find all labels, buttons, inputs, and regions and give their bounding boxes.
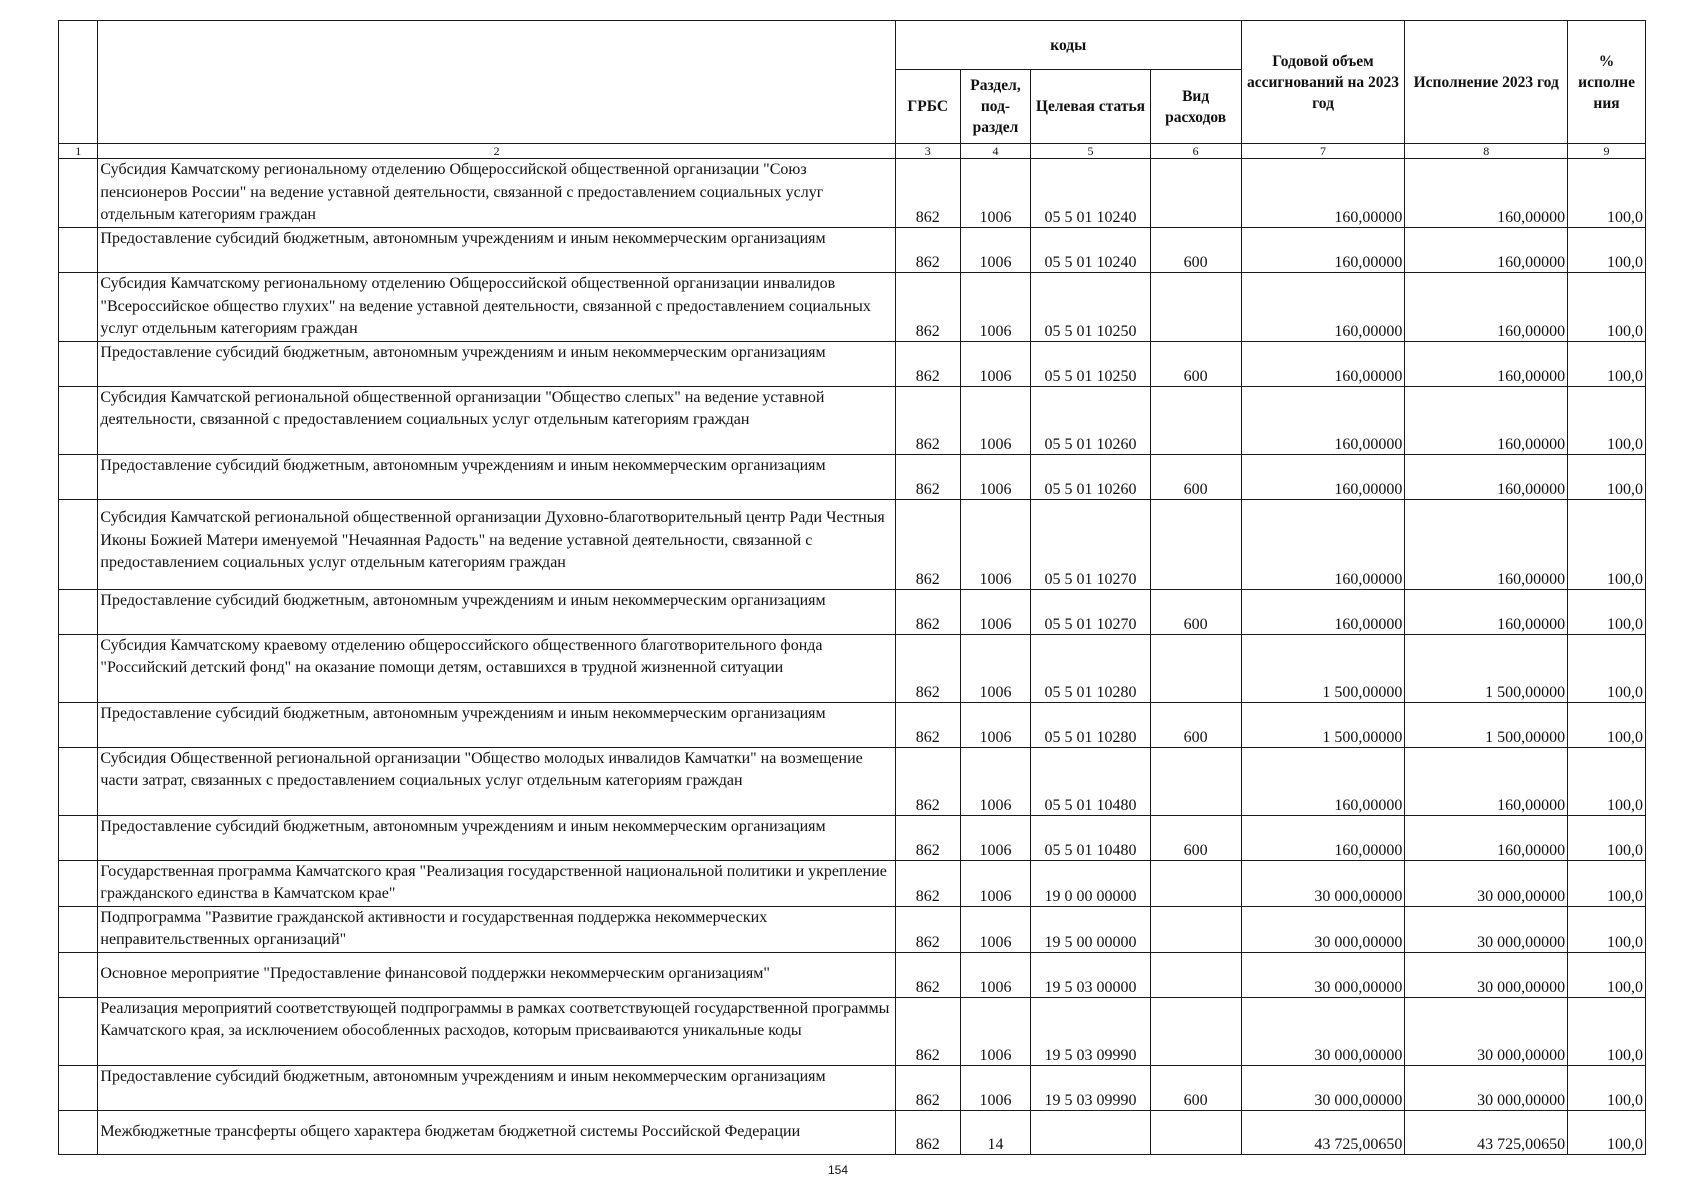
target-cell: 05 5 01 10480 (1031, 815, 1150, 860)
table-row (59, 228, 1646, 273)
execution-cell: 160,00000 (1405, 386, 1568, 454)
header-percent: % исполне ния (1568, 21, 1646, 144)
description-cell: Государственная программа Камчатского края "Реализация государственной национальной политики и укрепление гражданского единства в Камчатском крае" (98, 860, 896, 906)
target-cell: 19 5 03 09990 (1031, 997, 1150, 1065)
execution-cell: 160,00000 (1405, 228, 1568, 273)
header-section: Раздел, под-раздел (960, 70, 1031, 144)
percent-cell: 100,0 (1568, 997, 1646, 1065)
row-index-cell (59, 1065, 98, 1110)
grbs-cell: 862 (895, 1110, 960, 1154)
grbs-cell: 862 (895, 997, 960, 1065)
page-number: 154 (828, 1163, 849, 1177)
annual-cell: 160,00000 (1241, 228, 1405, 273)
target-cell (1031, 1110, 1150, 1154)
section-cell: 1006 (960, 702, 1031, 747)
type-cell: 600 (1150, 702, 1241, 747)
target-cell: 05 5 01 10250 (1031, 341, 1150, 386)
description-cell: Субсидия Камчатской региональной общественной организации Духовно-благотворительный центр Ради Честныя Иконы Божией Матери именуемой "Нечаянная Радость" на ведение уставной деятельности, связанной с предоставлением социальных услуг отдельным категориям граждан (98, 499, 896, 589)
col-num: 5 (1031, 144, 1150, 159)
target-cell: 19 5 03 00000 (1031, 952, 1150, 997)
description-cell: Предоставление субсидий бюджетным, автономным учреждениям и иным некоммерческим организациям (98, 454, 896, 499)
row-index-cell (59, 702, 98, 747)
annual-cell: 1 500,00000 (1241, 634, 1405, 702)
section-cell: 1006 (960, 228, 1031, 273)
grbs-cell: 862 (895, 860, 960, 906)
annual-cell: 30 000,00000 (1241, 860, 1405, 906)
annual-cell: 160,00000 (1241, 815, 1405, 860)
header-type: Вид расходов (1150, 70, 1241, 144)
target-cell: 05 5 01 10260 (1031, 454, 1150, 499)
section-cell: 1006 (960, 386, 1031, 454)
percent-cell: 100,0 (1568, 159, 1646, 228)
table-row (59, 906, 1646, 952)
execution-cell: 30 000,00000 (1405, 860, 1568, 906)
description-cell: Подпрограмма "Развитие гражданской активности и государственная поддержка некоммерческих неправительственных организаций" (98, 906, 896, 952)
section-cell: 1006 (960, 341, 1031, 386)
annual-cell: 1 500,00000 (1241, 702, 1405, 747)
table-row (59, 589, 1646, 634)
section-cell: 1006 (960, 747, 1031, 815)
annual-cell: 160,00000 (1241, 454, 1405, 499)
section-cell: 1006 (960, 906, 1031, 952)
grbs-cell: 862 (895, 747, 960, 815)
section-cell: 1006 (960, 499, 1031, 589)
percent-cell: 100,0 (1568, 454, 1646, 499)
table-row (59, 747, 1646, 815)
type-cell (1150, 952, 1241, 997)
percent-cell: 100,0 (1568, 386, 1646, 454)
annual-cell: 30 000,00000 (1241, 906, 1405, 952)
header-target: Целевая статья (1031, 70, 1150, 144)
target-cell: 19 5 00 00000 (1031, 906, 1150, 952)
table-row (59, 386, 1646, 454)
grbs-cell: 862 (895, 228, 960, 273)
annual-cell: 43 725,00650 (1241, 1110, 1405, 1154)
annual-cell: 160,00000 (1241, 499, 1405, 589)
header-empty-1 (59, 21, 98, 144)
table-row (59, 1110, 1646, 1154)
execution-cell: 160,00000 (1405, 499, 1568, 589)
grbs-cell: 862 (895, 1065, 960, 1110)
table-row (59, 702, 1646, 747)
row-index-cell (59, 747, 98, 815)
grbs-cell: 862 (895, 952, 960, 997)
row-index-cell (59, 273, 98, 342)
type-cell: 600 (1150, 228, 1241, 273)
row-index-cell (59, 906, 98, 952)
header-empty-2 (98, 21, 896, 144)
row-index-cell (59, 589, 98, 634)
row-index-cell (59, 997, 98, 1065)
execution-cell: 160,00000 (1405, 159, 1568, 228)
header-grbs: ГРБС (895, 70, 960, 144)
row-index-cell (59, 228, 98, 273)
execution-cell: 160,00000 (1405, 815, 1568, 860)
description-cell: Межбюджетные трансферты общего характера бюджетам бюджетной системы Российской Федерации (98, 1110, 896, 1154)
type-cell: 600 (1150, 454, 1241, 499)
percent-cell: 100,0 (1568, 906, 1646, 952)
row-index-cell (59, 341, 98, 386)
type-cell (1150, 860, 1241, 906)
percent-cell: 100,0 (1568, 341, 1646, 386)
percent-cell: 100,0 (1568, 634, 1646, 702)
table-row (59, 952, 1646, 997)
type-cell: 600 (1150, 815, 1241, 860)
type-cell (1150, 1110, 1241, 1154)
section-cell: 1006 (960, 1065, 1031, 1110)
target-cell: 05 5 01 10240 (1031, 228, 1150, 273)
col-num: 1 (59, 144, 98, 159)
percent-cell: 100,0 (1568, 952, 1646, 997)
row-index-cell (59, 634, 98, 702)
section-cell: 1006 (960, 454, 1031, 499)
header-execution: Исполнение 2023 год (1405, 21, 1568, 144)
col-num: 3 (895, 144, 960, 159)
type-cell (1150, 634, 1241, 702)
target-cell: 05 5 01 10260 (1031, 386, 1150, 454)
annual-cell: 160,00000 (1241, 341, 1405, 386)
percent-cell: 100,0 (1568, 815, 1646, 860)
execution-cell: 1 500,00000 (1405, 634, 1568, 702)
grbs-cell: 862 (895, 589, 960, 634)
type-cell (1150, 997, 1241, 1065)
target-cell: 05 5 01 10240 (1031, 159, 1150, 228)
row-index-cell (59, 1110, 98, 1154)
section-cell: 14 (960, 1110, 1031, 1154)
execution-cell: 43 725,00650 (1405, 1110, 1568, 1154)
target-cell: 05 5 01 10480 (1031, 747, 1150, 815)
description-cell: Субсидия Общественной региональной организации "Общество молодых инвалидов Камчатки" на возмещение части затрат, связанных с предоставлением социальных услуг отдельным категориям граждан (98, 747, 896, 815)
col-num: 8 (1405, 144, 1568, 159)
annual-cell: 160,00000 (1241, 159, 1405, 228)
col-num: 9 (1568, 144, 1646, 159)
section-cell: 1006 (960, 815, 1031, 860)
percent-cell: 100,0 (1568, 273, 1646, 342)
grbs-cell: 862 (895, 273, 960, 342)
table-row (59, 815, 1646, 860)
description-cell: Субсидия Камчатскому краевому отделению общероссийского общественного благотворительного фонда "Российский детский фонд" на оказание помощи детям, оставшихся в трудной жизненной ситуации (98, 634, 896, 702)
target-cell: 05 5 01 10270 (1031, 499, 1150, 589)
row-index-cell (59, 386, 98, 454)
col-num: 7 (1241, 144, 1405, 159)
table-row (59, 341, 1646, 386)
col-num: 4 (960, 144, 1031, 159)
section-cell: 1006 (960, 952, 1031, 997)
grbs-cell: 862 (895, 386, 960, 454)
description-cell: Предоставление субсидий бюджетным, автономным учреждениям и иным некоммерческим организациям (98, 1065, 896, 1110)
description-cell: Предоставление субсидий бюджетным, автономным учреждениям и иным некоммерческим организациям (98, 815, 896, 860)
target-cell: 05 5 01 10280 (1031, 702, 1150, 747)
section-cell: 1006 (960, 159, 1031, 228)
col-num: 2 (98, 144, 896, 159)
description-cell: Реализация мероприятий соответствующей подпрограммы в рамках соответствующей государственной программы Камчатского края, за исключением обособленных расходов, которым присваиваются уникальные коды (98, 997, 896, 1065)
grbs-cell: 862 (895, 815, 960, 860)
percent-cell: 100,0 (1568, 860, 1646, 906)
table-row (59, 159, 1646, 228)
header-annual: Годовой объем ассигнований на 2023 год (1241, 21, 1405, 144)
row-index-cell (59, 815, 98, 860)
table-row (59, 634, 1646, 702)
header-codes: коды (895, 21, 1241, 70)
target-cell: 05 5 01 10250 (1031, 273, 1150, 342)
grbs-cell: 862 (895, 159, 960, 228)
target-cell: 19 0 00 00000 (1031, 860, 1150, 906)
section-cell: 1006 (960, 997, 1031, 1065)
type-cell (1150, 386, 1241, 454)
description-cell: Предоставление субсидий бюджетным, автономным учреждениям и иным некоммерческим организациям (98, 228, 896, 273)
execution-cell: 160,00000 (1405, 341, 1568, 386)
percent-cell: 100,0 (1568, 1065, 1646, 1110)
annual-cell: 30 000,00000 (1241, 952, 1405, 997)
execution-cell: 160,00000 (1405, 273, 1568, 342)
execution-cell: 160,00000 (1405, 747, 1568, 815)
description-cell: Предоставление субсидий бюджетным, автономным учреждениям и иным некоммерческим организациям (98, 341, 896, 386)
annual-cell: 30 000,00000 (1241, 997, 1405, 1065)
annual-cell: 160,00000 (1241, 386, 1405, 454)
table-row (59, 454, 1646, 499)
percent-cell: 100,0 (1568, 499, 1646, 589)
percent-cell: 100,0 (1568, 589, 1646, 634)
grbs-cell: 862 (895, 454, 960, 499)
execution-cell: 30 000,00000 (1405, 1065, 1568, 1110)
table-row (59, 499, 1646, 589)
budget-execution-table (58, 20, 1646, 1155)
execution-cell: 30 000,00000 (1405, 952, 1568, 997)
percent-cell: 100,0 (1568, 1110, 1646, 1154)
execution-cell: 30 000,00000 (1405, 997, 1568, 1065)
percent-cell: 100,0 (1568, 228, 1646, 273)
annual-cell: 30 000,00000 (1241, 1065, 1405, 1110)
annual-cell: 160,00000 (1241, 589, 1405, 634)
execution-cell: 1 500,00000 (1405, 702, 1568, 747)
description-cell: Предоставление субсидий бюджетным, автономным учреждениям и иным некоммерческим организациям (98, 702, 896, 747)
description-cell: Субсидия Камчатскому региональному отделению Общероссийской общественной организации инвалидов "Всероссийское общество глухих" на ведение уставной деятельности, связанной с предоставлением социальных услуг отдельным категориям граждан (98, 273, 896, 342)
grbs-cell: 862 (895, 702, 960, 747)
type-cell (1150, 273, 1241, 342)
description-cell: Субсидия Камчатскому региональному отделению Общероссийской общественной организации "Союз пенсионеров России" на ведение уставной деятельности, связанной с предоставлением социальных услуг отдельным категориям граждан (98, 159, 896, 228)
target-cell: 19 5 03 09990 (1031, 1065, 1150, 1110)
table-row (59, 273, 1646, 342)
table-row (59, 860, 1646, 906)
percent-cell: 100,0 (1568, 702, 1646, 747)
row-index-cell (59, 159, 98, 228)
target-cell: 05 5 01 10280 (1031, 634, 1150, 702)
percent-cell: 100,0 (1568, 747, 1646, 815)
annual-cell: 160,00000 (1241, 747, 1405, 815)
execution-cell: 30 000,00000 (1405, 906, 1568, 952)
type-cell (1150, 747, 1241, 815)
col-num: 6 (1150, 144, 1241, 159)
section-cell: 1006 (960, 273, 1031, 342)
grbs-cell: 862 (895, 341, 960, 386)
table-row (59, 1065, 1646, 1110)
column-number-row (59, 144, 1646, 159)
type-cell (1150, 499, 1241, 589)
section-cell: 1006 (960, 634, 1031, 702)
type-cell: 600 (1150, 341, 1241, 386)
row-index-cell (59, 952, 98, 997)
table-row (59, 997, 1646, 1065)
section-cell: 1006 (960, 589, 1031, 634)
description-cell: Субсидия Камчатской региональной общественной организации "Общество слепых" на ведение уставной деятельности, связанной с предоставлением социальных услуг отдельным категориям граждан (98, 386, 896, 454)
type-cell (1150, 906, 1241, 952)
row-index-cell (59, 860, 98, 906)
grbs-cell: 862 (895, 499, 960, 589)
row-index-cell (59, 454, 98, 499)
execution-cell: 160,00000 (1405, 589, 1568, 634)
grbs-cell: 862 (895, 634, 960, 702)
section-cell: 1006 (960, 860, 1031, 906)
type-cell: 600 (1150, 589, 1241, 634)
annual-cell: 160,00000 (1241, 273, 1405, 342)
target-cell: 05 5 01 10270 (1031, 589, 1150, 634)
type-cell (1150, 159, 1241, 228)
description-cell: Основное мероприятие "Предоставление финансовой поддержки некоммерческим организациям" (98, 952, 896, 997)
description-cell: Предоставление субсидий бюджетным, автономным учреждениям и иным некоммерческим организациям (98, 589, 896, 634)
type-cell: 600 (1150, 1065, 1241, 1110)
grbs-cell: 862 (895, 906, 960, 952)
execution-cell: 160,00000 (1405, 454, 1568, 499)
row-index-cell (59, 499, 98, 589)
